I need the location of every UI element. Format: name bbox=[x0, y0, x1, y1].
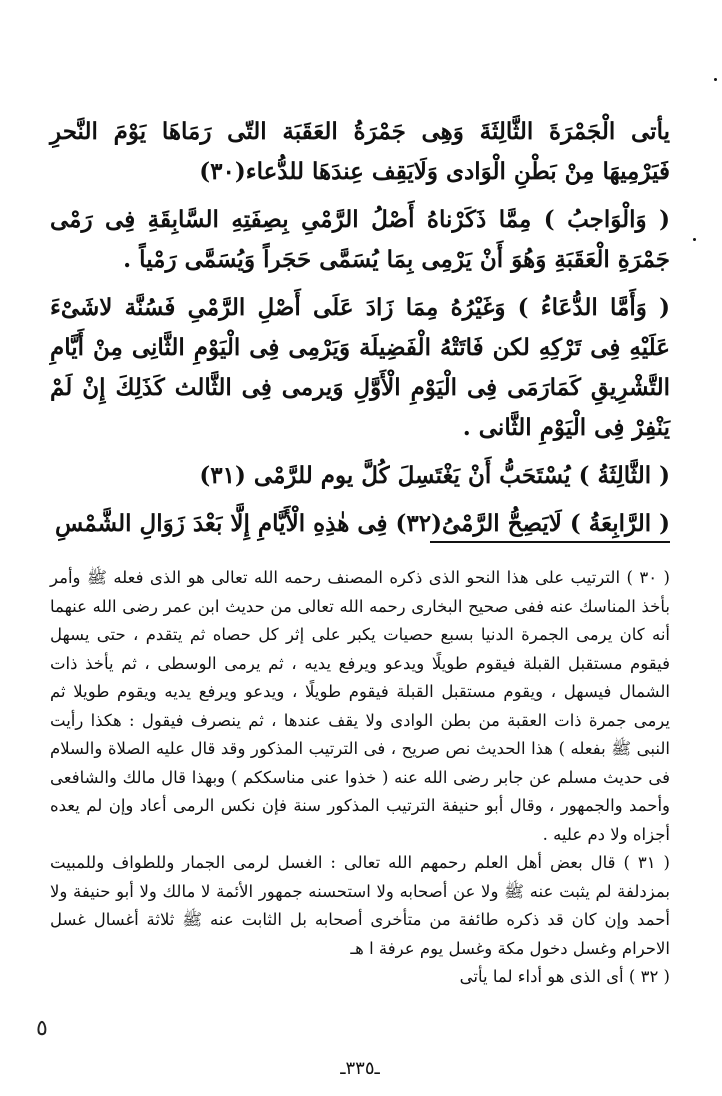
footnote: ( ٣١ ) قال بعض أهل العلم رحمهم الله تعالى : الغسل لرمى الجمار وللطواف وللمبيت بمزدلفة لم يثبت عنه ﷺ ولا عن أصحابه ولا استحسنه جمهور الأئمة لا مالك ولا أبو حنيفة ولا أحمد وإن كان قد ذكره طائفة من متأخرى أصحابه بل الثابت عنه ﷺ ثلاثة أغسال غسل الاحرام وغسل دخول مكة وغسل يوم عرفة ا هـ bbox=[50, 853, 670, 958]
main-paragraph: يأتى الْجَمْرَةَ الثَّالِثَةَ وَهِى جَمْرَةُ العَقَبَة التّى رَمَاهَا يَوْمَ النَّحرِ فَيَرْمِيهَا مِنْ بَطْنِ الْوَادى وَلَايَقِف عِندَهَا للدُّعاء(٣٠) bbox=[50, 118, 670, 185]
scan-speck bbox=[714, 78, 717, 81]
footnote: ( ٣٠ ) الترتيب على هذا النحو الذى ذكره المصنف رحمه الله تعالى هو الذى فعله ﷺ وأمر بأخذ المناسك عنه ففى صحيح البخارى رحمه الله تعالى من حديث ابن عمر رضى الله عنهما أنه كان يرمى الجمرة الدنيا بسبع حصيات يكبر على إثر كل حصاه ثم يتقدم ، حتى يسهل فيقوم مستقبل القبلة فيقوم طويلًا ويدعو ويرفع يديه ، ثم يرمى الوسطى ، ثم يأخذ ذات الشمال فيسهل ، ويقوم مستقبل القبلة فيقوم طويلًا ، ويدعو ويرفع يديه ويقوم طويلا ثم يرمى جمرة ذات العقبة من بطن الوادى ولا يقف عندها ، ثم ينصرف فيقول : هكذا رأيت النبى ﷺ بفعله ) هذا الحديث نص صريح ، فى الترتيب المذكور وقد قال عليه الصلاة والسلام فى حديث مسلم عن جابر رضى الله عنه ( خذوا عنى مناسككم ) وبهذا قال مالك والشافعى وأحمد والجمهور ، وقال أبو حنيفة الترتيب المذكور سنة فإن نكس الرمى أعاد وإن لم يعده أجزاه ولا دم عليه . bbox=[50, 568, 670, 844]
footnotes-block bbox=[50, 564, 670, 992]
main-paragraph: ( وَأَمَّا الدُّعَاءُ ) وَغَيْرُهُ مِمَا زَادَ عَلَى أَصْلِ الرَّمْىِ فَسُنَّة لاشَىْءَ عَلَيْهِ فِى تَرْكِهِ لكن فَاتَتْهُ الْفَضِيلَة وَيَرْمِى فِى الْيَوْمِ الثَّانِى مِنْ أَيَّامِ التَّشْرِيقِ كَمَارَمَى فِى الْيَوْمِ الْأَوَّلِ وَيرمى فِى الثَّالث كَذَلِكَ إِنْ لَمْ يَنْفِرْ فِى الْيَوْمِ الثَّانى . bbox=[50, 294, 670, 441]
main-paragraph: ( وَالْوَاجبُ ) مِمَّا ذَكَرْناهُ أَصْلُ الرَّمْىِ بِصِفَتِهِ السَّابِقَةِ فِى رَمْى جَمْرَةِ الْعَقَبَةِ وَهُوَ أَنْ يَرْمِى بِمَا يُسَمَّى حَجَراً وَيُسَمَّى رَمْياً . bbox=[50, 206, 670, 273]
footnote: ( ٣٢ ) أى الذى هو أداء لما يأتى bbox=[459, 967, 670, 986]
margin-mark: ٥ bbox=[36, 1016, 48, 1041]
scan-speck bbox=[693, 238, 696, 241]
main-paragraph: ( الرَّابِعَةُ ) لَايَصِحُّ الرَّمْىُ(٣٢) فِى هٰذِهِ الْأَيَّامِ إِلَّا بَعْدَ زَوَالِ الشَّمْسِ bbox=[54, 510, 670, 537]
page-number: ـ٣٣٥ـ bbox=[340, 1058, 380, 1079]
footnote-divider bbox=[430, 541, 670, 543]
main-paragraph: ( الثَّالِثَةُ ) يُسْتَحَبُّ أَنْ يَغْتَسِلَ كُلَّ يوم للرَّمْى (٣١) bbox=[199, 462, 670, 489]
main-text-block bbox=[50, 112, 670, 552]
